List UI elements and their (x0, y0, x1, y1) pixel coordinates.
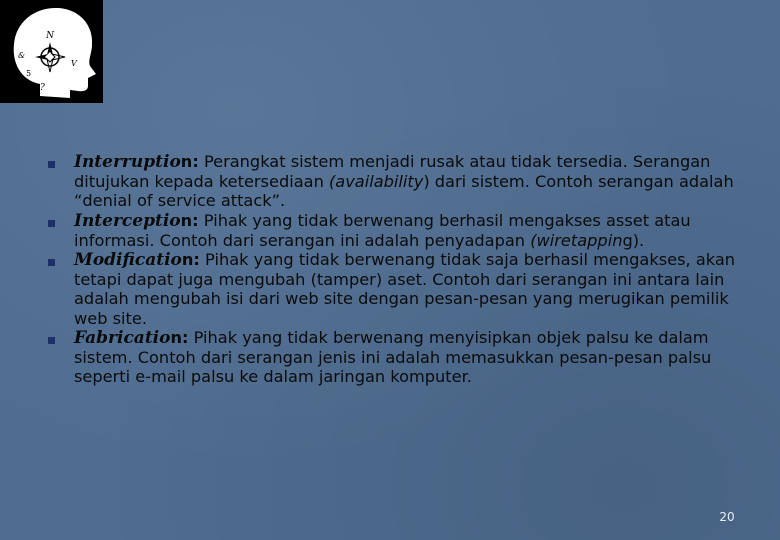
list-item-interruption (48, 152, 760, 211)
list-item-fabrication (48, 328, 760, 387)
list-item-modification (48, 250, 760, 328)
bullet-icon (48, 220, 55, 227)
term: Interceptio (74, 210, 181, 231)
term-suffix: n: (180, 210, 199, 230)
svg-text:5: 5 (26, 69, 32, 78)
item-text: Pihak yang tidak berwenang menyisipkan objek palsu ke dalam sistem. Contoh dari serangan jenis ini adalah memasukkan pesan-pesan palsu seperti e-mail palsu ke dalam jaringan komputer. (74, 327, 712, 387)
item-text: Pihak yang tidak berwenang tidak saja berhasil mengakses, akan tetapi dapat juga mengubah (tamper) aset. Contoh dari serangan ini antara lain adalah mengubah isi dari web site dengan pesan-pesan yang merugikan pemilik web site. (74, 250, 736, 328)
term: Modificatio (74, 250, 182, 271)
item-italic: (availability (328, 172, 424, 192)
term: Interruptio (74, 152, 181, 172)
item-italic: (wiretappin (530, 230, 623, 250)
bullet-icon (48, 337, 55, 344)
item-text-2: g). (622, 230, 645, 250)
term-suffix: n: (170, 327, 189, 347)
bullet-list (48, 152, 760, 386)
item-text: Pihak yang tidak berwenang berhasil mengakses asset atau informasi. Contoh dari serangan ini adalah penyadapan (74, 210, 691, 250)
term-suffix: n: (180, 152, 199, 171)
head-compass-icon (0, 0, 103, 103)
term-suffix: n: (181, 250, 200, 270)
svg-text:V: V (71, 59, 77, 68)
term: Fabricatio (74, 327, 171, 348)
svg-text:?: ? (40, 83, 45, 93)
svg-text:&: & (18, 51, 26, 60)
item-text-2: ) dari sistem. Contoh serangan adalah “denial of service attack”. (74, 172, 734, 211)
svg-text:N: N (46, 31, 54, 41)
bullet-icon (48, 161, 55, 168)
bullet-icon (48, 259, 55, 266)
list-item-interception (48, 211, 760, 250)
page-number: 20 (719, 510, 735, 524)
item-text: Perangkat sistem menjadi rusak atau tidak tersedia. Serangan ditujukan kepada ketersediaan (74, 152, 711, 192)
